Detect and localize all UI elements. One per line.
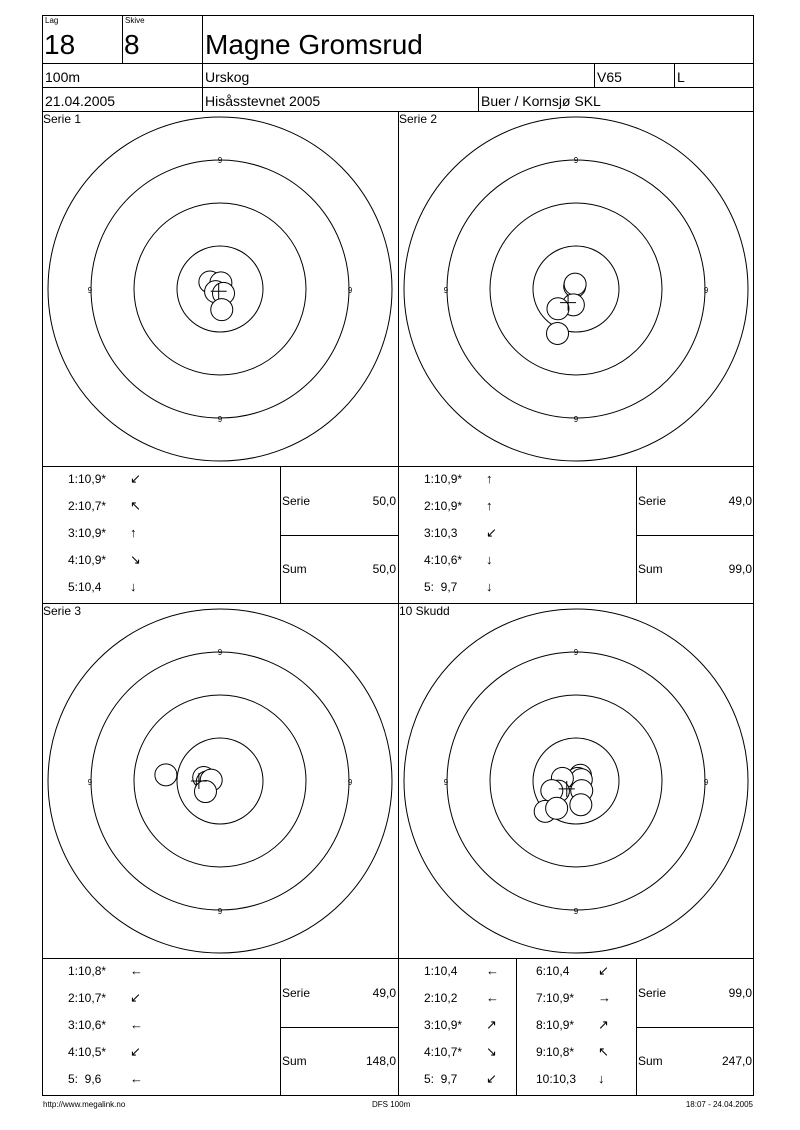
shot-value: 3:10,6* [68, 1018, 107, 1032]
shot-direction-icon: ← [486, 963, 499, 978]
serie-label: Serie [638, 986, 667, 1000]
ring-number: 9 [217, 415, 223, 424]
shot-hole [570, 794, 592, 816]
shot-direction-icon: ↓ [598, 1071, 605, 1086]
shot-direction-icon: ↙ [486, 525, 497, 540]
shot-direction-icon: ↘ [130, 552, 141, 567]
shot-direction-icon: ↑ [486, 471, 493, 486]
shot-hole [564, 273, 586, 295]
target-svg [398, 111, 754, 466]
shot-hole [155, 764, 177, 786]
shot-value: 1:10,9* [68, 472, 107, 486]
shot-value: 2:10,7* [68, 499, 107, 513]
serie-label: Serie [282, 986, 311, 1000]
shot-value: 2:10,9* [424, 499, 463, 513]
target-svg [42, 603, 398, 958]
shot-value: 5: 9,7 [424, 1072, 458, 1086]
club: Urskog [205, 69, 250, 85]
shot-direction-icon: ↙ [130, 1044, 141, 1059]
shot-direction-icon: ↗ [486, 1017, 497, 1032]
shot-value: 2:10,7* [68, 991, 107, 1005]
shot-direction-icon: ↓ [486, 552, 493, 567]
flag: L [677, 69, 685, 85]
ring-number: 9 [703, 286, 709, 295]
shot-hole [194, 781, 216, 803]
target-svg [398, 603, 754, 958]
footer-timestamp: 18:07 - 24.04.2005 [685, 1100, 753, 1109]
shot-direction-icon: ↙ [598, 963, 609, 978]
shot-direction-icon: ← [130, 1017, 143, 1032]
sum-label: Sum [282, 1054, 307, 1068]
shot-value: 4:10,6* [424, 553, 463, 567]
shot-value: 3:10,9* [68, 526, 107, 540]
ring-number: 9 [573, 415, 579, 424]
shot-value: 10:10,3 [536, 1072, 577, 1086]
target-title: Serie 1 [43, 112, 82, 126]
lag-label: Lag [45, 16, 59, 25]
footer-program: DFS 100m [372, 1100, 411, 1109]
target-title: Serie 2 [399, 112, 438, 126]
shot-direction-icon: ↙ [486, 1071, 497, 1086]
ring-number: 9 [217, 907, 223, 916]
sum-label: Sum [282, 562, 307, 576]
shot-direction-icon: ↑ [130, 525, 137, 540]
shooter-class: V65 [597, 69, 622, 85]
shot-panel-1 [42, 466, 398, 603]
distance: 100m [45, 69, 81, 85]
serie-value: 49,0 [728, 494, 752, 508]
shot-value: 3:10,9* [424, 1018, 463, 1032]
shot-value: 1:10,4 [424, 964, 458, 978]
shot-value: 8:10,9* [536, 1018, 575, 1032]
shot-value: 6:10,4 [536, 964, 570, 978]
shot-hole [547, 298, 569, 320]
sum-value: 50,0 [372, 562, 396, 576]
ring-number: 9 [573, 156, 579, 165]
lag-value: 18 [44, 29, 76, 60]
sum-label: Sum [638, 1054, 663, 1068]
shot-hole [547, 322, 569, 344]
shot-direction-icon: ← [130, 963, 143, 978]
shot-direction-icon: ↘ [486, 1044, 497, 1059]
ring-number: 9 [703, 778, 709, 787]
serie-label: Serie [282, 494, 311, 508]
target-title: 10 Skudd [399, 604, 450, 618]
target-title: Serie 3 [43, 604, 82, 618]
ring-number: 9 [87, 778, 93, 787]
shooter-name: Magne Gromsrud [205, 29, 423, 60]
ring-number: 9 [443, 286, 449, 295]
sum-value: 99,0 [728, 562, 752, 576]
ring-number: 9 [217, 156, 223, 165]
ring-number: 9 [443, 778, 449, 787]
serie-value: 49,0 [372, 986, 396, 1000]
date: 21.04.2005 [45, 93, 116, 109]
skive-label: Skive [125, 16, 145, 25]
shot-value: 4:10,7* [424, 1045, 463, 1059]
shot-direction-icon: ↙ [130, 990, 141, 1005]
ring-number: 9 [573, 648, 579, 657]
ring-number: 9 [347, 286, 353, 295]
sum-value: 148,0 [365, 1054, 396, 1068]
target-svg [42, 111, 398, 466]
shot-value: 4:10,9* [68, 553, 107, 567]
serie-value: 99,0 [728, 986, 752, 1000]
shot-value: 3:10,3 [424, 526, 458, 540]
shot-value: 4:10,5* [68, 1045, 107, 1059]
shot-direction-icon: ↗ [598, 1017, 609, 1032]
ring-number: 9 [87, 286, 93, 295]
shot-direction-icon: ↖ [598, 1044, 609, 1059]
shot-panel-4 [398, 958, 754, 1095]
shot-value: 5:10,4 [68, 580, 102, 594]
shot-hole [546, 797, 568, 819]
shot-value: 1:10,9* [424, 472, 463, 486]
serie-label: Serie [638, 494, 667, 508]
venue: Buer / Kornsjø SKL [481, 93, 601, 109]
ring-number: 9 [573, 907, 579, 916]
shot-direction-icon: ↓ [130, 579, 137, 594]
shot-direction-icon: ↓ [486, 579, 493, 594]
shot-hole [211, 299, 233, 321]
shot-panel-2 [398, 466, 754, 603]
shot-direction-icon: ← [130, 1071, 143, 1086]
ring-number: 9 [347, 778, 353, 787]
sum-value: 247,0 [721, 1054, 752, 1068]
shot-direction-icon: ↖ [130, 498, 141, 513]
shot-value: 9:10,8* [536, 1045, 575, 1059]
shot-direction-icon: ↙ [130, 471, 141, 486]
event-name: Hisåsstevnet 2005 [205, 93, 321, 109]
shot-direction-icon: ↑ [486, 498, 493, 513]
skive-value: 8 [124, 29, 140, 60]
sum-label: Sum [638, 562, 663, 576]
shot-direction-icon: → [598, 990, 611, 1005]
footer-url: http://www.megalink.no [43, 1100, 126, 1109]
shot-value: 5: 9,7 [424, 580, 458, 594]
shot-value: 2:10,2 [424, 991, 458, 1005]
shot-panel-3 [42, 958, 398, 1095]
shot-value: 7:10,9* [536, 991, 575, 1005]
shot-value: 1:10,8* [68, 964, 107, 978]
shot-direction-icon: ← [486, 990, 499, 1005]
serie-value: 50,0 [372, 494, 396, 508]
ring-number: 9 [217, 648, 223, 657]
shot-value: 5: 9,6 [68, 1072, 102, 1086]
